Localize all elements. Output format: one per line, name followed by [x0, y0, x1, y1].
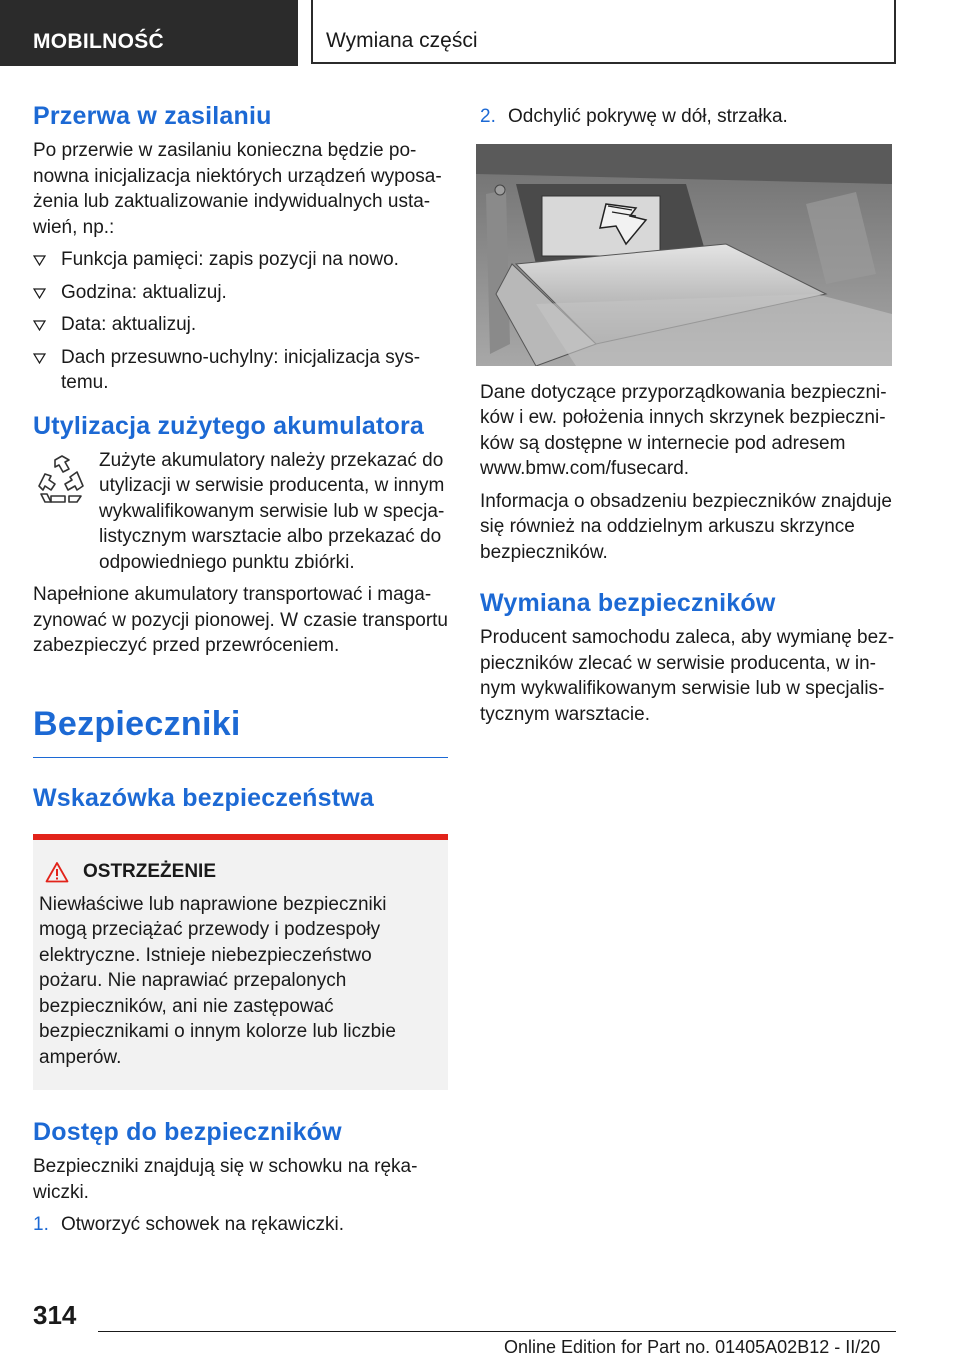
fuse-info-sheet-text: Informacja o obsadzeniu bezpieczników znajduje się również na oddzielnym arkuszu skrzynce bezpieczników.: [480, 490, 892, 563]
fuse-assignment-text: Dane dotyczące przyporządkowania bezpieczników i ew. położenia innych skrzynek bezpieczników są dostępne w internecie pod adresem www.bmw.com/fusecard.: [480, 381, 887, 479]
section-tab: MOBILNOŚĆ: [0, 0, 298, 66]
step-number: 2.: [480, 106, 496, 127]
list-item: Data: aktualizuj.: [33, 312, 448, 338]
access-heading: Dostęp do bezpieczników: [33, 1118, 342, 1146]
glovebox-figure: [476, 144, 892, 366]
list-item: Funkcja pamięci: zapis pozycji na nowo.: [33, 247, 448, 273]
chapter-tab: Wymiana części: [311, 0, 896, 64]
list-item: [33, 1212, 448, 1238]
fuses-title: Bezpieczniki: [33, 704, 241, 743]
footer-rule: [98, 1331, 896, 1332]
section-rule: [33, 757, 448, 758]
battery-transport-text: Napełnione akumulatory transportować i magazynować w pozycji pionowej. W czasie transportu zabezpieczyć przed przewróceniem.: [33, 584, 449, 656]
right-column: [480, 100, 895, 734]
warning-triangle-icon: [45, 861, 69, 883]
battery-disposal-text: Zużyte akumulatory należy przekazać do utylizacji w serwisie producenta, w innym wykwalifikowanym serwisie lub w specjalistycznym warsztacie albo przekazać do odpowiedniego punktu zbiórki.: [99, 449, 445, 573]
recycle-block: [33, 448, 448, 576]
step-number: 1.: [33, 1214, 49, 1235]
power-outage-intro: Po przerwie w zasilaniu konieczna będzie ponowna inicjalizacja niektórych urządzeń wyposażenia lub zaktualizowanie indywidualnych ustawień, np.:: [33, 140, 442, 238]
power-outage-heading: Przerwa w zasilaniu: [33, 102, 272, 130]
access-steps: [33, 1212, 448, 1238]
page-header: [0, 0, 960, 66]
warning-title: OSTRZEŻENIE: [39, 860, 438, 884]
replace-fuses-heading: Wymiana bezpieczników: [480, 589, 776, 617]
access-steps-continued: [480, 104, 895, 130]
warning-text: Niewłaściwe lub naprawione bezpieczniki mogą przeciążać przewody i podzespoły elektryczne. Istnieje niebezpieczeństwo pożaru. Nie naprawiać przepalonych bezpieczników, ani nie zastępować bezpiecznikami o innym kolorze lub liczbie amperów.: [39, 893, 396, 1068]
list-item: Dach przesuwno-uchylny: inicjalizacja systemu.: [33, 345, 448, 396]
list-item: [480, 104, 895, 130]
triangle-bullet-icon: [33, 353, 46, 364]
replace-fuses-text: Producent samochodu zaleca, aby wymianę bezpieczników zlecać w serwisie producenta, w innym wykwalifikowanym serwisie lub w specjalistycznym warsztacie.: [480, 627, 895, 725]
list-item: Godzina: aktualizuj.: [33, 280, 448, 306]
battery-disposal-heading: Utylizacja zużytego akumulatora: [33, 411, 425, 440]
triangle-bullet-icon: [33, 255, 46, 266]
glovebox-illustration: [476, 144, 892, 366]
step-text: Otworzyć schowek na rękawiczki.: [61, 1214, 344, 1235]
triangle-bullet-icon: [33, 320, 46, 331]
step-text: Odchylić pokrywę w dół, strzałka.: [508, 106, 788, 127]
left-column: [33, 100, 448, 1245]
access-intro: Bezpieczniki znajdują się w schowku na rękawiczki.: [33, 1156, 418, 1203]
triangle-bullet-icon: [33, 288, 46, 299]
edition-info: Online Edition for Part no. 01405A02B12 - II/20: [504, 1337, 881, 1357]
page-number: 314: [33, 1300, 77, 1330]
safety-heading: Wskazówka bezpieczeństwa: [33, 783, 375, 812]
recycle-icon: [33, 452, 91, 508]
power-outage-list: [33, 247, 448, 396]
warning-box: [33, 834, 448, 1091]
